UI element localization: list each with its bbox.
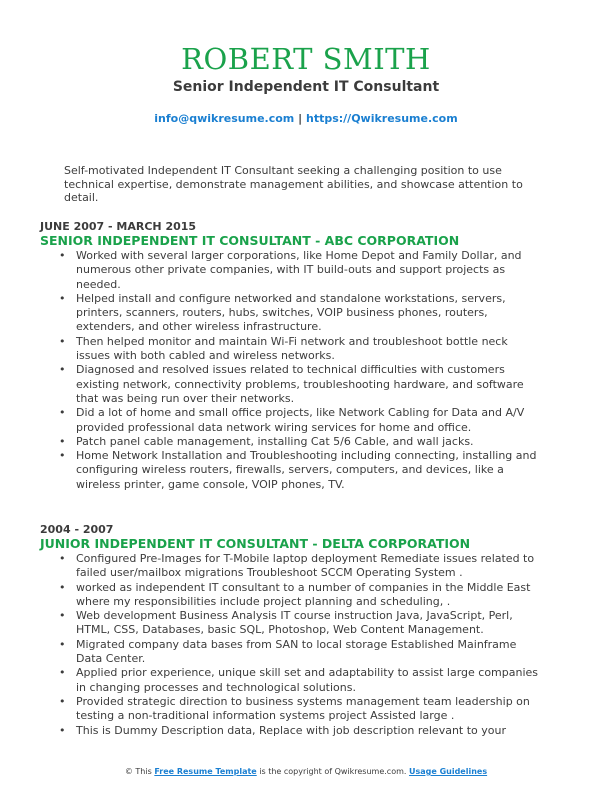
job-bullet: • Configured Pre-Images for T-Mobile laptop deployment Remediate issues related to failed user/mailbox migrations Troubleshoot SCCM Operating System . (59, 552, 544, 581)
job-bullet: • Home Network Installation and Troubleshooting including connecting, installing and configuring wireless routers, firewalls, servers, computers, and devices, like a wireless printer, game console, VOIP phones, TV. (59, 449, 544, 492)
job-title: Senior Independent IT Consultant (172, 79, 440, 95)
job-bullet: • Migrated company data bases from SAN to local storage Established Mainframe Data Center. (59, 638, 544, 667)
job-bullet: • Worked with several larger corporations, like Home Depot and Family Dollar, and numerous other private companies, with IT build-outs and support projects as needed. (59, 249, 544, 292)
job-dates: 2004 - 2007 (40, 523, 114, 536)
job-bullet: • Patch panel cable management, installing Cat 5/6 Cable, and wall jacks. (59, 435, 544, 449)
job-bullet: • Then helped monitor and maintain Wi-Fi network and troubleshoot bottle neck issues with both cabled and wireless networks. (59, 335, 544, 364)
job-heading: JUNIOR INDEPENDENT IT CONSULTANT - DELTA CORPORATION (40, 536, 471, 551)
job-bullet: • Diagnosed and resolved issues related to technical difficulties with customers existing network, connectivity problems, troubleshooting hardware, and software that was being run over their networks. (59, 363, 544, 406)
job-bullet: • Did a lot of home and small office projects, like Network Cabling for Data and A/V provided professional data network wiring services for home and office. (59, 406, 544, 435)
job-bullet-list (59, 552, 544, 738)
email-link[interactable]: info@qwikresume.com (154, 112, 295, 125)
experience-entry (40, 220, 580, 492)
job-bullet: • Provided strategic direction to business systems management team leadership on testing a non-traditional information systems project Assisted large . (59, 695, 544, 724)
contact-line (0, 112, 612, 125)
experience-entry (40, 523, 580, 738)
contact-separator: | (298, 112, 303, 125)
job-bullet: • Applied prior experience, unique skill set and adaptability to assist large companies in changing processes and technological solutions. (59, 666, 544, 695)
candidate-name: ROBERT SMITH (181, 42, 431, 76)
website-link[interactable]: https://Qwikresume.com (305, 112, 458, 125)
footer-prefix: © This (124, 767, 152, 776)
free-resume-template-link[interactable]: Free Resume Template (154, 767, 257, 776)
job-heading: SENIOR INDEPENDENT IT CONSULTANT - ABC CORPORATION (40, 233, 460, 248)
job-bullet: • worked as independent IT consultant to a number of companies in the Middle East where my responsibilities include project planning and scheduling, . (59, 581, 544, 610)
footer-copyright: is the copyright of Qwikresume.com. (259, 767, 407, 776)
job-dates: JUNE 2007 - MARCH 2015 (40, 220, 197, 233)
usage-guidelines-link[interactable]: Usage Guidelines (408, 767, 488, 776)
job-bullet: • This is Dummy Description data, Replace with job description relevant to your (59, 724, 544, 738)
job-bullet: • Helped install and configure networked and standalone workstations, servers, printers, scanners, routers, hubs, switches, VOIP business phones, routers, extenders, and other wireless infrastructure. (59, 292, 544, 335)
footer (0, 767, 612, 776)
summary-text: Self-motivated Independent IT Consultant seeking a challenging position to use technical expertise, demonstrate management abilities, and showcase attention to detail. (64, 164, 523, 204)
job-bullet-list (59, 249, 544, 492)
job-bullet: • Web development Business Analysis IT course instruction Java, JavaScript, Perl, HTML, CSS, Databases, basic SQL, Photoshop, Web Content Management. (59, 609, 544, 638)
